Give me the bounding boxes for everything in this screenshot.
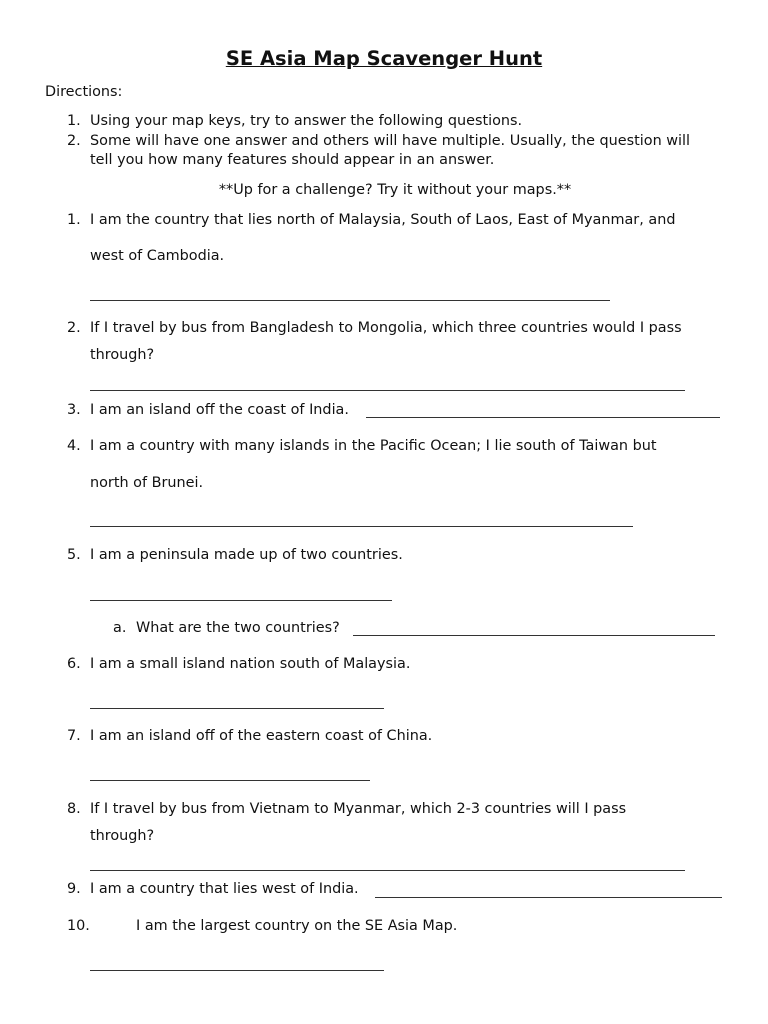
question-number: 1. (67, 212, 81, 228)
subquestion-letter: a. (113, 620, 127, 636)
answer-blank[interactable] (366, 417, 720, 418)
directions-label: Directions: (45, 84, 123, 100)
answer-blank[interactable] (90, 970, 384, 971)
answer-blank[interactable] (90, 300, 610, 301)
question-text: north of Brunei. (90, 475, 204, 491)
direction-number: 2. (67, 133, 81, 149)
direction-text: Using your map keys, try to answer the following questions. (90, 113, 523, 129)
question-text: through? (90, 828, 155, 844)
answer-blank[interactable] (90, 708, 384, 709)
question-text: I am a small island nation south of Malaysia. (90, 656, 411, 672)
question-text: What are the two countries? (136, 620, 340, 636)
question-number: 5. (67, 547, 81, 563)
question-text: I am a peninsula made up of two countries. (90, 547, 403, 563)
direction-text: Some will have one answer and others will have multiple. Usually, the question will (90, 133, 691, 149)
direction-number: 1. (67, 113, 81, 129)
answer-blank[interactable] (90, 600, 392, 601)
question-number: 7. (67, 728, 81, 744)
answer-blank[interactable] (90, 390, 685, 391)
direction-text: tell you how many features should appear in an answer. (90, 152, 495, 168)
question-number: 6. (67, 656, 81, 672)
page-title: SE Asia Map Scavenger Hunt (225, 47, 543, 70)
question-number: 3. (67, 402, 81, 418)
question-number: 2. (67, 320, 81, 336)
question-text: I am an island off the coast of India. (90, 402, 349, 418)
question-number: 8. (67, 801, 81, 817)
challenge-note: **Up for a challenge? Try it without your maps.** (218, 182, 572, 198)
question-text: I am an island off of the eastern coast of China. (90, 728, 433, 744)
question-number: 9. (67, 881, 81, 897)
question-text: If I travel by bus from Bangladesh to Mongolia, which three countries would I pass (90, 320, 682, 336)
question-number: 10. (67, 918, 90, 934)
question-text: I am a country that lies west of India. (90, 881, 359, 897)
question-text: If I travel by bus from Vietnam to Myanmar, which 2-3 countries will I pass (90, 801, 627, 817)
question-text: I am the largest country on the SE Asia Map. (136, 918, 458, 934)
question-text: through? (90, 347, 155, 363)
answer-blank[interactable] (90, 526, 633, 527)
answer-blank[interactable] (353, 635, 715, 636)
question-number: 4. (67, 438, 81, 454)
question-text: I am a country with many islands in the Pacific Ocean; I lie south of Taiwan but (90, 438, 657, 454)
answer-blank[interactable] (90, 780, 370, 781)
question-text: west of Cambodia. (90, 248, 225, 264)
question-text: I am the country that lies north of Malaysia, South of Laos, East of Myanmar, and (90, 212, 676, 228)
answer-blank[interactable] (375, 897, 722, 898)
answer-blank[interactable] (90, 870, 685, 871)
